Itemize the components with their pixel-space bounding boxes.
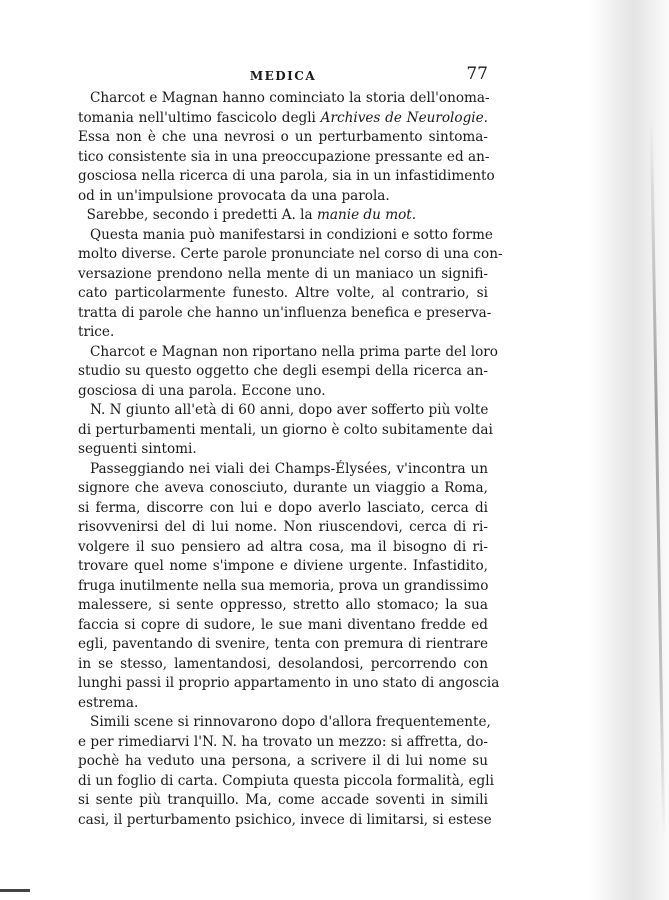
text-line: trovare quel nome s'impone e diviene urgente. Infastidito,: [78, 558, 488, 574]
text-line: lunghi passi il proprio appartamento in uno stato di angoscia: [78, 675, 500, 691]
text-line: fruga inutilmente nella sua memoria, prova un grandissimo: [78, 577, 489, 594]
page-header: [78, 66, 488, 86]
text-line: e per rimediarvi l'N. N. ha trovato un mezzo: si affretta, do-: [78, 733, 488, 750]
text-line: Simili scene si rinnovarono dopo d'allora frequentemente,: [90, 714, 491, 730]
text-line: Charcot e Magnan hanno cominciato la storia dell'onoma-: [90, 90, 490, 106]
page-number: 77: [466, 64, 488, 84]
text-line: molto diverse. Certe parole pronunciate nel corso di una con-: [78, 246, 503, 262]
text-line: volgere il suo pensiero ad altra cosa, ma il bisogno di ri-: [78, 538, 488, 555]
paragraph-5: [78, 401, 493, 460]
text-line-with-italic: Sarebbe, secondo i predetti A. la manie du mot.: [78, 207, 417, 223]
text-line: Charcot e Magnan non riportano nella prima parte del loro: [90, 343, 498, 360]
text-line: cato particolarmente funesto. Altre volte, al contrario, si: [78, 285, 488, 301]
text-line: in se stesso, lamentandosi, desolandosi, percorrendo con: [78, 655, 488, 672]
text-line: seguenti sintomi.: [78, 441, 197, 457]
text-line: N. N giunto all'età di 60 anni, dopo aver sofferto più volte: [90, 402, 489, 418]
running-head: MEDICA: [249, 69, 317, 83]
text-line: si sente più tranquillo. Ma, come accade soventi in simili: [78, 792, 488, 808]
text-line-with-italic: tomania nell'ultimo fascicolo degli Archives de Neurologie.: [78, 109, 488, 126]
paragraph-7: [78, 713, 494, 830]
text-line: signore che aveva conosciuto, durante un viaggio a Roma,: [78, 480, 488, 496]
text-line: studio su questo oggetto che degli esempi della ricerca an-: [78, 363, 488, 379]
text-line: faccia si copre di sudore, le sue mani diventano fredde ed: [78, 616, 488, 633]
text-line: si ferma, discorre con lui e dopo averlo lasciato, cerca di: [78, 499, 488, 516]
text-line: trice.: [78, 324, 115, 340]
text-line: od in un'impulsione provocata da una parola.: [78, 187, 390, 204]
text-line: di perturbamenti mentali, un giorno è colto subitamente dai: [78, 421, 493, 438]
paragraph-3: [78, 226, 503, 343]
text-line: gosciosa di una parola. Eccone uno.: [78, 382, 326, 399]
text-line: di un foglio di carta. Compiuta questa piccola formalità, egli: [78, 772, 494, 789]
text-line: casi, il perturbamento psichico, invece di limitarsi, si estese: [78, 811, 492, 828]
text-line: risovvenirsi del di lui nome. Non riuscendovi, cerca di ri-: [78, 519, 488, 535]
paragraph-1: [78, 89, 495, 206]
page-fold-line: [650, 120, 666, 840]
text-line: Questa mania può manifestarsi in condizioni e sotto forme: [90, 226, 493, 243]
text-line: malessere, si sente oppresso, stretto allo stomaco; la sua: [78, 597, 488, 613]
paragraph-2: [78, 206, 488, 226]
paragraph-4: [78, 343, 498, 402]
text-line: tratta di parole che hanno un'influenza benefica e preserva-: [78, 304, 492, 321]
scan-corner-mark: [0, 889, 30, 892]
text-line: Essa non è che una nevrosi o un perturbamento sintoma-: [78, 129, 488, 145]
text-line: tico consistente sia in una preoccupazione pressante ed an-: [78, 148, 490, 165]
text-line: versazione prendono nella mente di un maniaco un signifi-: [78, 265, 488, 282]
text-line: egli, paventando di svenire, tenta con premura di rientrare: [78, 636, 488, 652]
text-line: gosciosa nella ricerca di una parola, sia in un infastidimento: [78, 168, 495, 184]
body-text: [78, 89, 503, 830]
paragraph-6: [78, 460, 500, 714]
text-line: Passeggiando nei viali dei Champs-Élysées, v'incontra un: [90, 460, 488, 477]
text-line: estrema.: [78, 694, 139, 711]
text-line: pochè ha veduto una persona, a scrivere il di lui nome su: [78, 753, 488, 769]
page-edge-shadow: [589, 0, 669, 900]
